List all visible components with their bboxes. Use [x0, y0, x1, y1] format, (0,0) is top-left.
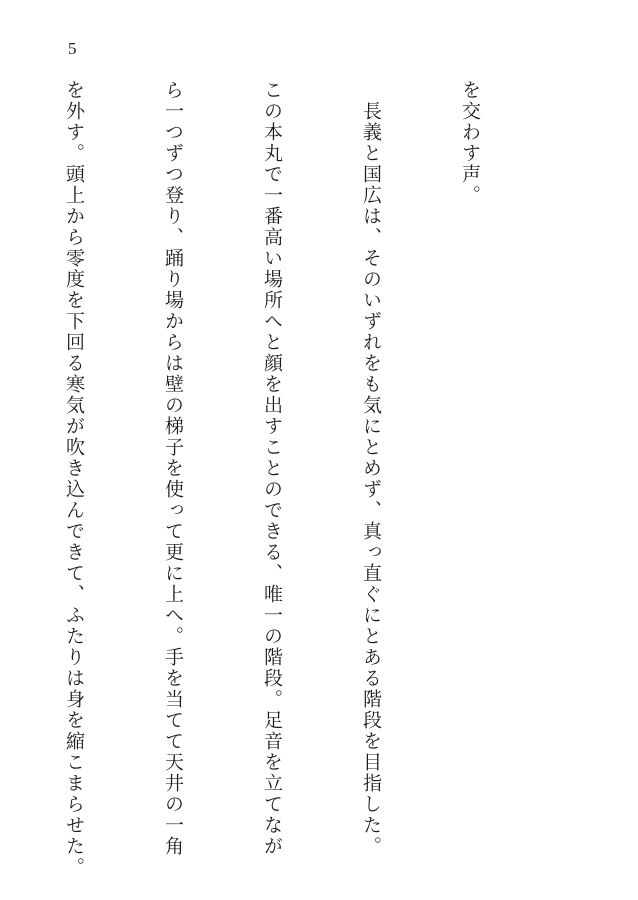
- page-number: 5: [68, 39, 77, 58]
- text-line: 長義と国広は、そのいずれをも気にとめず、真っ直ぐにとある階段を目指した。: [360, 80, 382, 857]
- text-line: ら一つずつ登り、踊り場からは壁の梯子を使って更に上へ。手を当てて天井の一角: [162, 80, 184, 857]
- text-line: この本丸で一番高い場所へと顔を出すことのできる、唯一の階段。足音を立てなが: [261, 80, 283, 857]
- novel-text-block: [0, 80, 552, 878]
- text-line: を外す。頭上から零度を下回る寒気が吹き込んできて、ふたりは身を縮こまらせた。: [63, 80, 85, 878]
- text-line: を交わす声。: [459, 80, 481, 206]
